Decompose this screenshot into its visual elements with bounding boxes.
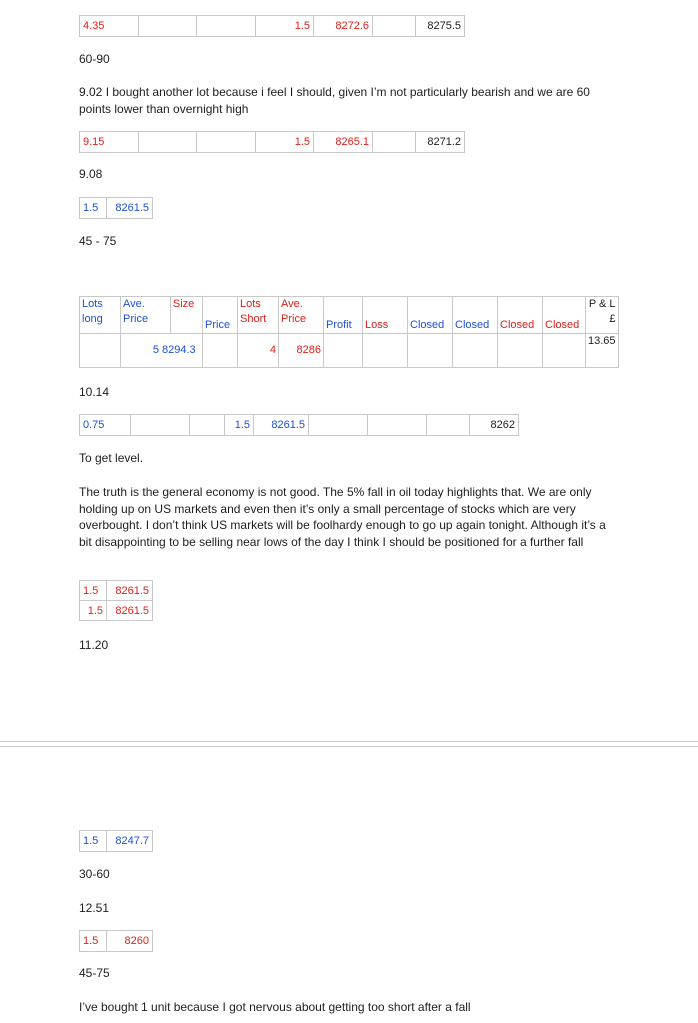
cell: 1.5 — [80, 581, 107, 601]
cell — [139, 16, 197, 37]
trade-row-3 — [79, 197, 153, 219]
value-cell — [363, 334, 408, 368]
header-cell — [238, 297, 279, 334]
position-summary-table — [79, 296, 619, 368]
header-label: Ave. Price — [281, 298, 307, 325]
header-cell — [543, 297, 586, 334]
cell: 1.5 — [256, 132, 314, 153]
cell: 1.5 — [80, 601, 107, 621]
header-label: Loss — [365, 319, 389, 331]
cell — [368, 415, 427, 436]
value-cell — [324, 334, 363, 368]
cell: 1.5 — [80, 831, 107, 852]
cell — [190, 415, 225, 436]
ave-price-long-value: 8294.3 — [162, 344, 196, 356]
cell — [131, 415, 190, 436]
cell: 9.15 — [80, 132, 139, 153]
cell: 8261.5 — [107, 198, 153, 219]
trade-row-6 — [79, 830, 153, 852]
header-cell — [498, 297, 543, 334]
header-label: Profit — [326, 319, 352, 331]
trade-row-2 — [79, 131, 465, 153]
header-cell — [363, 297, 408, 334]
value-cell — [498, 334, 543, 368]
value-cell — [408, 334, 453, 368]
trade-row-1 — [79, 15, 465, 37]
header-cell — [453, 297, 498, 334]
header-label: Closed — [500, 319, 535, 331]
time-range: 30-60 — [79, 867, 110, 881]
cell: 1.5 — [80, 198, 107, 219]
cell — [427, 415, 470, 436]
header-cell — [324, 297, 363, 334]
header-label: P & L £ — [588, 298, 616, 325]
cell: 4.35 — [80, 16, 139, 37]
header-label: Price — [205, 319, 231, 331]
cell: 8265.1 — [314, 132, 373, 153]
cell — [139, 132, 197, 153]
note-line: I’ve bought 1 unit because I got nervous about getting too short after a fall — [79, 1000, 471, 1014]
header-label: Closed — [410, 319, 445, 331]
timestamp: 11.20 — [79, 638, 109, 652]
header-cell — [586, 297, 619, 334]
value-cell — [80, 334, 121, 368]
value-cell — [453, 334, 498, 368]
header-label: Closed — [455, 319, 490, 331]
cell: 8262 — [470, 415, 519, 436]
cell — [197, 132, 256, 153]
cell: 8271.2 — [416, 132, 465, 153]
header-label: Ave. Price — [123, 298, 149, 325]
value-cell — [203, 334, 238, 368]
ave-price-short-value: 8286 — [279, 334, 324, 368]
cell: 1.5 — [256, 16, 314, 37]
header-cell — [80, 297, 121, 334]
pnl-value: 13.65 — [586, 334, 619, 368]
header-cell — [203, 297, 238, 334]
header-label: Lots long — [82, 298, 103, 325]
cell: 1.5 — [80, 931, 107, 952]
cell — [197, 16, 256, 37]
cell — [373, 16, 416, 37]
cell: 8275.5 — [416, 16, 465, 37]
header-label: Closed — [545, 319, 580, 331]
page-separator — [0, 746, 698, 747]
cell: 8247.7 — [107, 831, 153, 852]
cell — [309, 415, 368, 436]
page-separator — [0, 741, 698, 742]
header-cell — [279, 297, 324, 334]
value-cell-pair — [121, 334, 203, 368]
time-range: 45-75 — [79, 966, 110, 980]
cell: 8272.6 — [314, 16, 373, 37]
cell — [373, 132, 416, 153]
trade-row-4 — [79, 414, 519, 436]
trade-row-5 — [79, 580, 153, 621]
cell: 8261.5 — [107, 601, 153, 621]
cell: 8261.5 — [107, 581, 153, 601]
time-range: 45 - 75 — [79, 234, 117, 248]
header-cell — [121, 297, 171, 334]
timestamp: 9.08 — [79, 167, 103, 181]
note-paragraph: The truth is the general economy is not good. The 5% fall in oil today highlights that. We are only holding up on US markets and even then it’s only a small percentage of stocks which are very overbought. I don’t think US markets will be foolhardy enough to go up again tonight. Although it’s a bit disappointing to be selling near lows of the day I think I should be positioned for a further fall — [79, 485, 606, 549]
time-range: 60-90 — [79, 52, 110, 66]
cell: 8260 — [107, 931, 153, 952]
timestamp: 10.14 — [79, 385, 110, 399]
cell: 8261.5 — [254, 415, 309, 436]
header-label: Lots Short — [240, 298, 267, 325]
trade-row-7 — [79, 930, 153, 952]
cell: 0.75 — [80, 415, 131, 436]
header-cell — [170, 297, 202, 334]
note-paragraph: 9.02 I bought another lot because i feel I should, given I’m not particularly bearish and we are 60 points lower than overnight high — [79, 85, 590, 116]
value-cell — [543, 334, 586, 368]
lots-long-value: 5 — [152, 344, 159, 356]
header-label: Size — [172, 298, 195, 310]
header-cell — [408, 297, 453, 334]
note-line: To get level. — [79, 451, 144, 465]
lots-short-value: 4 — [238, 334, 279, 368]
timestamp: 12.51 — [79, 901, 110, 915]
cell: 1.5 — [225, 415, 254, 436]
